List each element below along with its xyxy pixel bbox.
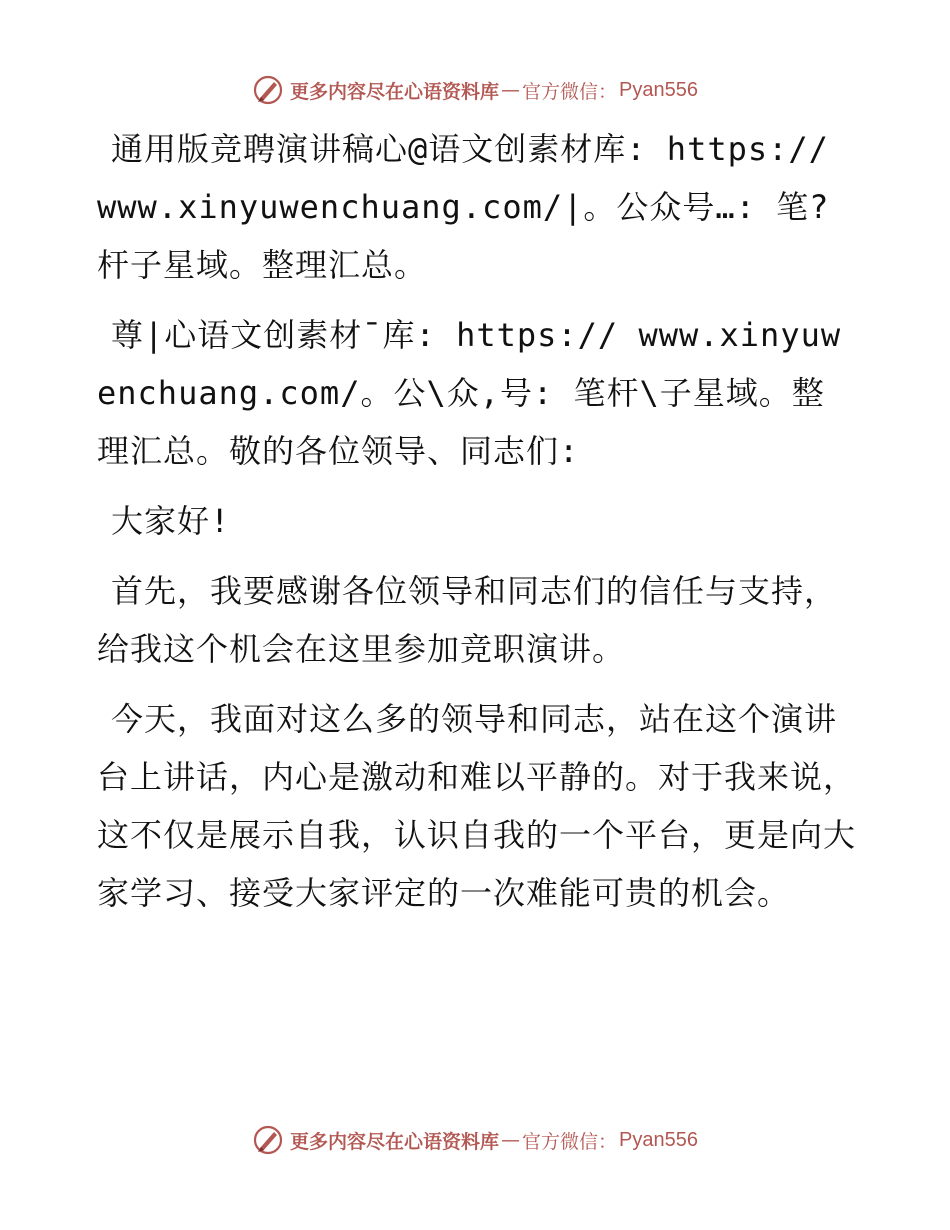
header-banner bbox=[0, 70, 950, 110]
quill-pen-logo-icon bbox=[252, 74, 284, 106]
footer-brand-text: 更多内容尽在心语资料库 bbox=[290, 1130, 500, 1153]
footer-wechat-id: Pyan556 bbox=[619, 1128, 698, 1151]
paragraph-3: 大家好! bbox=[111, 502, 231, 540]
footer-wechat-label: 官方微信： bbox=[522, 1130, 618, 1153]
paragraph-1: 通用版竞聘演讲稿心@语文创素材库: https:// www.xinyuwenchuang.com/|。公众号…: 笔?杆子星域。整理汇总。 bbox=[97, 130, 830, 284]
header-wechat-id: Pyan556 bbox=[619, 78, 698, 101]
document-body bbox=[97, 120, 857, 934]
header-wechat-label: 官方微信： bbox=[522, 80, 618, 103]
paragraph-2: 尊|心语文创素材¯库: https:// www.xinyuwenchuang.com/。公\众,号: 笔杆\子星域。整理汇总。敬的各位领导、同志们: bbox=[97, 316, 842, 470]
quill-pen-logo-icon bbox=[252, 1124, 284, 1156]
header-dash: — bbox=[501, 79, 521, 101]
header-brand-text: 更多内容尽在心语资料库 bbox=[290, 80, 500, 103]
paragraph-5: 今天，我面对这么多的领导和同志，站在这个演讲台上讲话，内心是激动和难以平静的。对于我来说，这不仅是展示自我，认识自我的一个平台，更是向大家学习、接受大家评定的一次难能可贵的机会。 bbox=[97, 700, 857, 912]
paragraph-4: 首先，我要感谢各位领导和同志们的信任与支持，给我这个机会在这里参加竞职演讲。 bbox=[97, 572, 838, 668]
footer-banner bbox=[0, 1120, 950, 1160]
footer-dash: — bbox=[501, 1129, 521, 1151]
